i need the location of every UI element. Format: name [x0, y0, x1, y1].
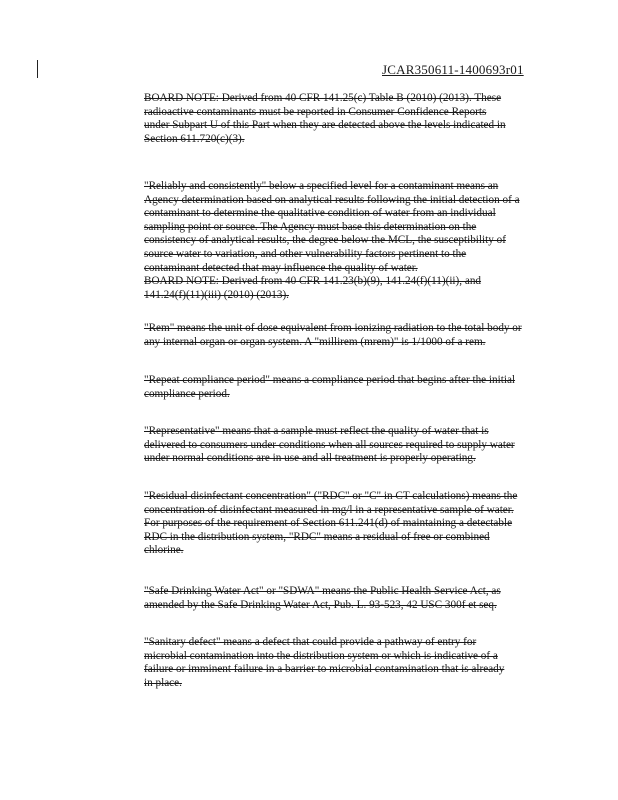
text-line: sampling point or source. The Agency must base this determination on the [144, 220, 477, 233]
text-line: delivered to consumers under conditions when all sources required to supply water [144, 438, 515, 451]
paragraph-repeat-compliance-period [144, 374, 540, 401]
text-line: "Safe Drinking Water Act" or "SDWA" means the Public Health Service Act, as [144, 585, 501, 597]
document-code: JCAR350611-1400693r01 [382, 62, 524, 77]
text-line: "Sanitary defect" means a defect that could provide a pathway of entry for [144, 636, 477, 648]
paragraph-residual-disinfectant [144, 490, 540, 558]
text-line: RDC in the distribution system, "RDC" means a residual of free or combined [144, 530, 490, 543]
text-line: "Reliably and consistently" below a specified level for a contaminant means an [144, 180, 499, 192]
text-line: chlorine. [144, 544, 184, 557]
text-line: BOARD NOTE: Derived from 40 CFR 141.23(b)(9), 141.24(f)(11)(ii), and [144, 275, 482, 288]
text-line: 141.24(f)(11)(iii) (2010) (2013). [144, 288, 289, 301]
text-line: any internal organ or organ system. A "millirem (mrem)" is 1/1000 of a rem. [144, 335, 486, 348]
text-line: amended by the Safe Drinking Water Act, Pub. L. 93-523, 42 USC 300f et seq. [144, 598, 497, 611]
paragraph-safe-drinking-water-act [144, 585, 540, 612]
text-line: "Residual disinfectant concentration" ("RDC" or "C" in CT calculations) means the [144, 490, 518, 502]
text-line: For purposes of the requirement of Section 611.241(d) of maintaining a detectable [144, 517, 513, 530]
text-line: contaminant detected that may influence the quality of water. [144, 261, 418, 274]
paragraph-board-note-radioactive [144, 92, 540, 146]
paragraph-sanitary-defect [144, 636, 540, 690]
paragraph-rem [144, 322, 540, 349]
paragraph-reliably-consistently [144, 180, 540, 302]
text-line: BOARD NOTE: Derived from 40 CFR 141.25(c) Table B (2010) (2013). These [144, 92, 502, 104]
text-line: concentration of disinfectant measured in mg/l in a representative sample of water. [144, 503, 514, 516]
text-line: consistency of analytical results, the degree below the MCL, the susceptibility of [144, 234, 506, 247]
text-line: Section 611.720(c)(3). [144, 132, 245, 145]
text-line: "Representative" means that a sample must reflect the quality of water that is [144, 425, 489, 437]
text-line: microbial contamination into the distribution system or which is indicative of a [144, 649, 498, 662]
text-line: compliance period. [144, 387, 230, 400]
text-line: in place. [144, 676, 182, 689]
text-line: radioactive contaminants must be reported in Consumer Confidence Reports [144, 105, 487, 118]
text-line: contaminant to determine the qualitative condition of water from an individual [144, 207, 496, 220]
text-line: under normal conditions are in use and all treatment is properly operating. [144, 452, 476, 465]
text-line: failure or imminent failure in a barrier to microbial contamination that is already [144, 663, 505, 676]
text-line: "Repeat compliance period" means a compliance period that begins after the initial [144, 374, 516, 386]
margin-change-bar [37, 60, 38, 78]
text-line: source water to variation, and other vulnerability factors pertinent to the [144, 247, 467, 260]
paragraph-representative [144, 425, 540, 466]
text-line: "Rem" means the unit of dose equivalent from ionizing radiation to the total body or [144, 322, 522, 334]
text-line: Agency determination based on analytical results following the initial detection of a [144, 193, 520, 206]
text-line: under Subpart U of this Part when they are detected above the levels indicated in [144, 119, 506, 132]
